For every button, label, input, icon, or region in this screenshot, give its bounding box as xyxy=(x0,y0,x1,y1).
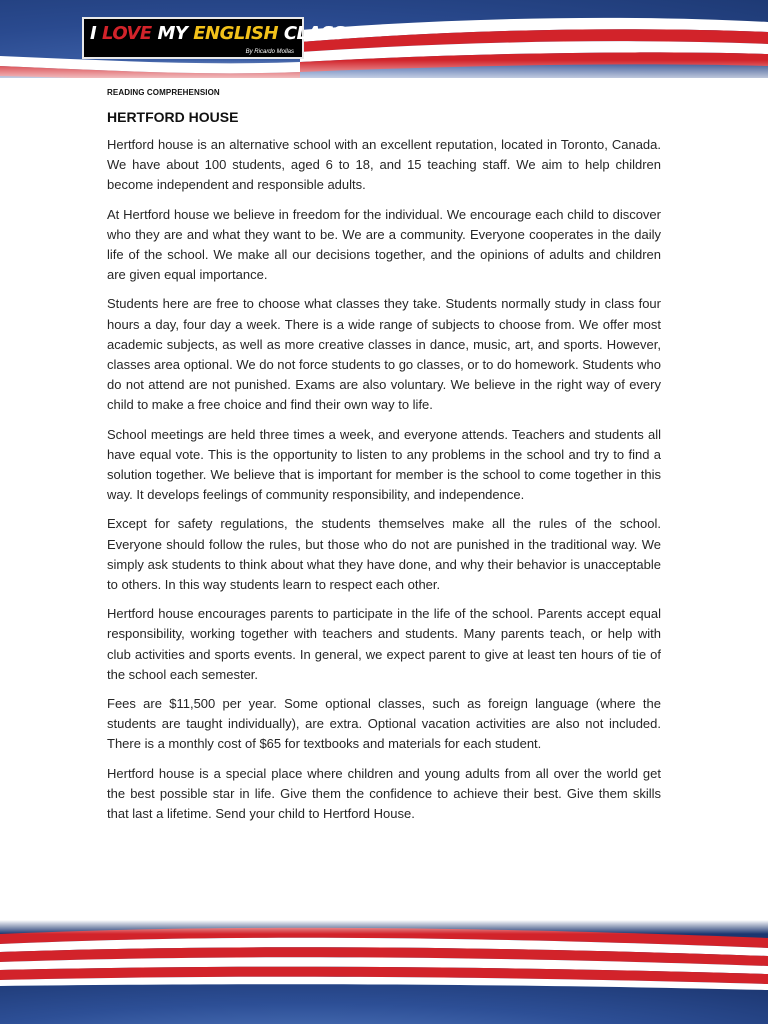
page-title: HERTFORD HOUSE xyxy=(107,109,239,125)
paragraph-5: Except for safety regulations, the students themselves make all the rules of the school. Everyone should follow the rules, but those who do not are punished in the traditional way. We simply ask students to think about what they have done, and why their behavior is unacceptable to others. In this way students learn to respect each other. xyxy=(107,516,661,593)
header-fade xyxy=(0,60,768,86)
paragraph-3: Students here are free to choose what classes they take. Students normally study in class four hours a day, four day a week. There is a wide range of subjects to choose from. We offer most academic subjects, as well as more creative classes in dance, music, art, and sports. However, classes area optional. We do not force students to go classes, or to do homework. Students who do not attend are not punished. Exams are also voluntary. We believe in the right way of every child to make a free choice and find their own way to life. xyxy=(107,296,662,413)
paragraph-2: At Hertford house we believe in freedom for the individual. We encourage each child to discover who they are and what they want to be. We are a community. Everyone cooperates in the daily life of the school. We make all our decisions together, and the opinions of adults and children are given equal importance. xyxy=(107,206,661,283)
logo-word-i: I xyxy=(90,23,97,44)
paragraph-6: Hertford house encourages parents to participate in the life of the school. Parents accept equal responsibility, working together with teachers and students. Many parents teach, or help with club activities and sports events. In general, we expect parent to give at least ten hours of tie of the school each semester. xyxy=(107,606,661,682)
paragraph-8: Hertford house is a special place where children and young adults from all over the world get the best possible star in life. Give them the confidence to achieve their best. Give them skills that last a lifetime. Send your child to Hertford House. xyxy=(107,765,661,822)
logo-word-love: LOVE xyxy=(101,23,152,44)
footer-banner xyxy=(0,920,768,1024)
logo-word-english: ENGLISH xyxy=(193,23,279,44)
footer-flag-decoration xyxy=(0,920,768,1024)
document-body xyxy=(107,88,661,833)
paragraph-7: Fees are $11,500 per year. Some optional classes, such as foreign language (where the students are taught individually), are extra. Optional vacation activities are also not included. There is a monthly cost of $65 for textbooks and materials for each student. xyxy=(107,696,661,752)
logo-word-my: MY xyxy=(157,23,188,44)
paragraph-4: School meetings are held three times a week, and everyone attends. Teachers and students all have equal vote. This is the opportunity to listen to any problems in the school and try to find a solution together. We believe that is important for member is the school to come together in this way. It develops feelings of community responsibility, and independence. xyxy=(107,426,661,503)
logo-word-class: CLASS xyxy=(283,23,346,44)
brand-logo xyxy=(82,17,346,59)
section-kicker: READING COMPREHENSION xyxy=(107,88,220,97)
logo-byline: By Ricardo Mollas xyxy=(245,49,294,55)
paragraph-1: Hertford house is an alternative school with an excellent reputation, located in Toronto, Canada. We have about 100 students, aged 6 to 18, and 15 teaching staff. We aim to help children become independent and responsible adults. xyxy=(107,137,661,193)
